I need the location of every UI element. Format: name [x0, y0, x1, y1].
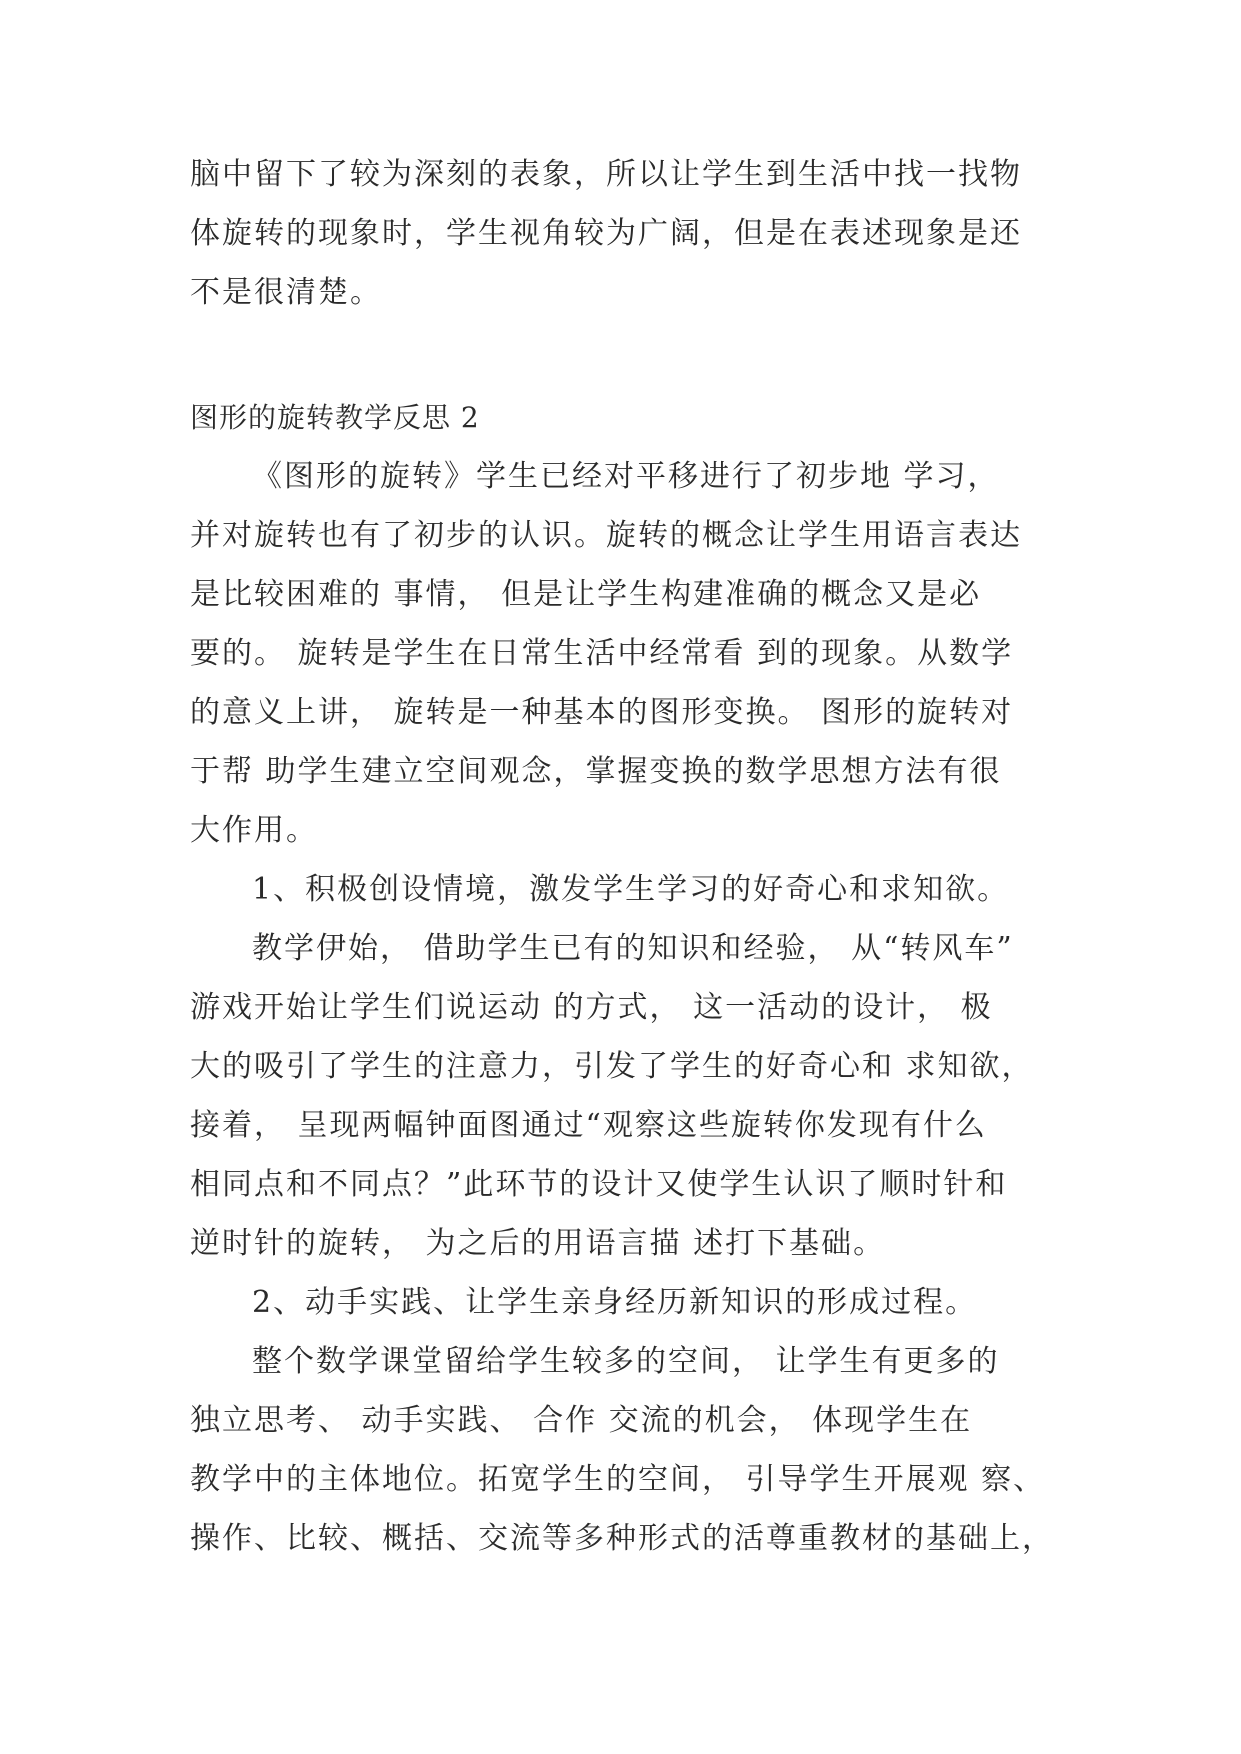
text-line: 整个数学课堂留给学生较多的空间， 让学生有更多的	[252, 1344, 1000, 1379]
text-line: 脑中留下了较为深刻的表象，所以让学生到生活中找一找物	[190, 157, 1022, 192]
text-line: 不是很清楚。	[190, 275, 382, 310]
text-line: 教学伊始， 借助学生已有的知识和经验， 从“转风车”	[252, 931, 1014, 966]
numbered-point: 2、动手实践、让学生亲身经历新知识的形成过程。	[252, 1285, 978, 1320]
text-line: 是比较困难的 事情， 但是让学生构建准确的概念又是必	[190, 577, 982, 612]
numbered-point: 1、积极创设情境，激发学生学习的好奇心和求知欲。	[252, 872, 1010, 907]
text-line: 接着， 呈现两幅钟面图通过“观察这些旋转你发现有什么	[190, 1108, 987, 1143]
text-line: 操作、比较、概括、交流等多种形式的活尊重教材的基础上，	[190, 1521, 1054, 1556]
text-line: 于帮 助学生建立空间观念，掌握变换的数学思想方法有很	[190, 754, 1002, 789]
text-line: 游戏开始让学生们说运动 的方式， 这一活动的设计， 极	[190, 990, 993, 1025]
text-line: 教学中的主体地位。拓宽学生的空间， 引导学生开展观 察、	[190, 1462, 1046, 1497]
text-line: 大作用。	[190, 813, 318, 848]
text-line: 《图形的旋转》学生已经对平移进行了初步地 学习，	[252, 459, 1000, 494]
text-line: 相同点和不同点？”此环节的设计又使学生认识了顺时针和	[190, 1167, 1008, 1202]
text-line: 并对旋转也有了初步的认识。旋转的概念让学生用语言表达	[190, 518, 1022, 553]
text-line: 的意义上讲， 旋转是一种基本的图形变换。 图形的旋转对	[190, 695, 1014, 730]
text-line: 大的吸引了学生的注意力，引发了学生的好奇心和 求知欲，	[190, 1049, 1034, 1084]
text-line: 要的。 旋转是学生在日常生活中经常看 到的现象。从数学	[190, 636, 1014, 671]
text-line: 体旋转的现象时，学生视角较为广阔，但是在表述现象是还	[190, 216, 1022, 251]
text-line: 逆时针的旋转， 为之后的用语言描 述打下基础。	[190, 1226, 886, 1261]
text-line: 独立思考、 动手实践、 合作 交流的机会， 体现学生在	[190, 1403, 973, 1438]
section-heading: 图形的旋转教学反思 2	[190, 401, 480, 434]
